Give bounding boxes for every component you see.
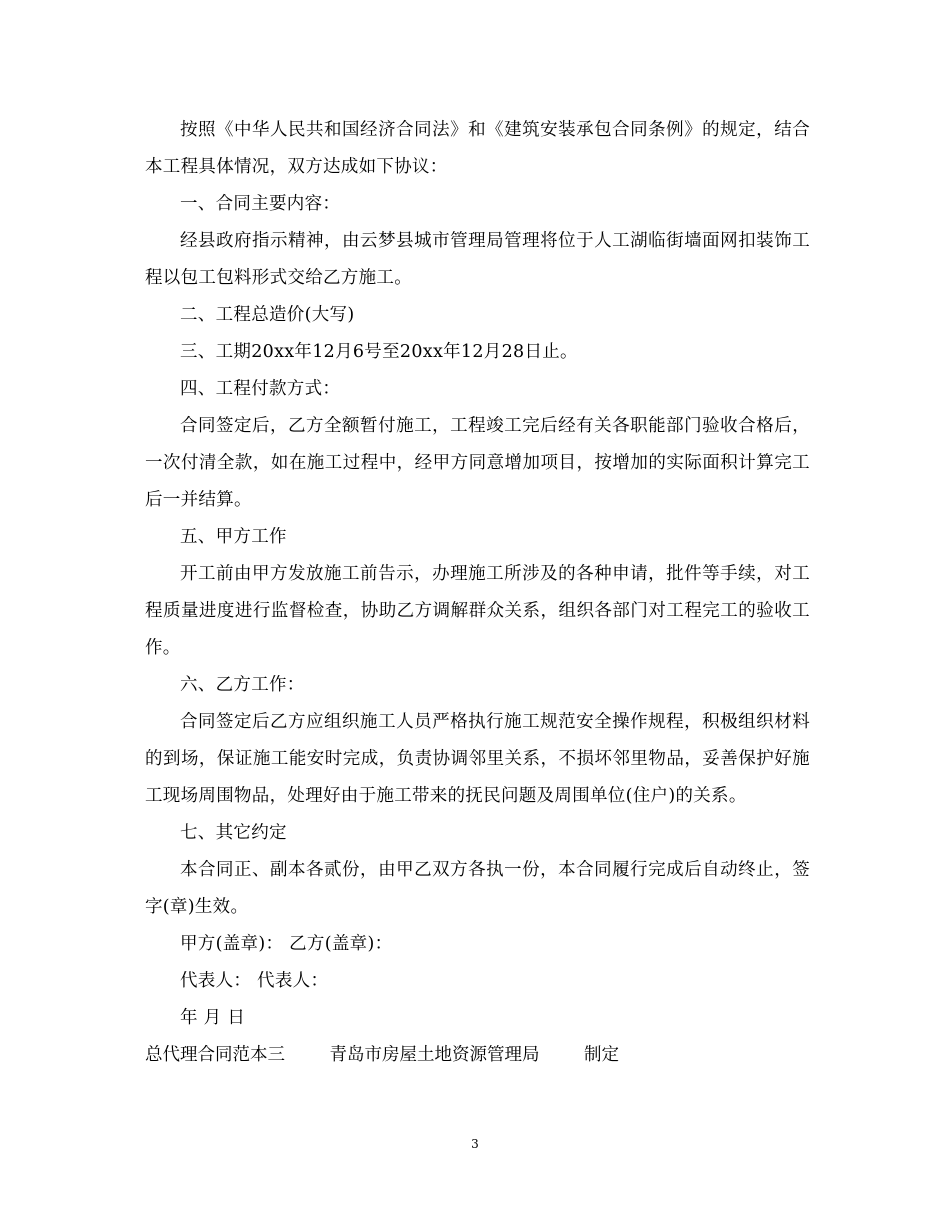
representative-line: 代表人： 代表人： xyxy=(180,971,329,991)
document-body xyxy=(145,112,810,1074)
section-4-body: 合同签定后，乙方全额暂付施工，工程竣工完后经有关各职能部门验收合格后，一次付清全款，如在施工过程中，经甲方同意增加项目，按增加的实际面积计算完工后一并结算。 xyxy=(145,416,810,510)
section-7-body: 本合同正、副本各贰份，由甲乙双方各执一份，本合同履行完成后自动终止，签字(章)生效。 xyxy=(145,860,810,917)
section-2-heading: 二、工程总造价(大写) xyxy=(180,305,355,325)
section-1-heading: 一、合同主要内容： xyxy=(180,194,341,214)
section-3-heading: 三、工期20xx年12月6号至20xx年12月28日止。 xyxy=(180,342,578,362)
section-6-heading: 六、乙方工作： xyxy=(180,675,305,695)
party-seal-line: 甲方(盖章)： 乙方(盖章)： xyxy=(180,934,393,954)
section-1-body: 经县政府指示精神，由云梦县城市管理局管理将位于人工湖临街墙面网扣装饰工程以包工包料形式交给乙方施工。 xyxy=(145,231,810,288)
section-4-heading: 四、工程付款方式： xyxy=(180,379,341,399)
preamble-paragraph: 按照《中华人民共和国经济合同法》和《建筑安装承包合同条例》的规定，结合本工程具体情况，双方达成如下协议： xyxy=(145,120,810,177)
page-number: 3 xyxy=(471,1137,479,1151)
date-line: 年 月 日 xyxy=(180,1008,246,1028)
section-5-heading: 五、甲方工作 xyxy=(180,527,287,547)
section-5-body: 开工前由甲方发放施工前告示，办理施工所涉及的各种申请，批件等手续，对工程质量进度进行监督检查，协助乙方调解群众关系，组织各部门对工程完工的验收工作。 xyxy=(145,564,810,658)
section-7-heading: 七、其它约定 xyxy=(180,823,287,843)
section-6-body: 合同签定后乙方应组织施工人员严格执行施工规范安全操作规程，积极组织材料的到场，保证施工能安时完成，负责协调邻里关系，不损坏邻里物品，妥善保护好施工现场周围物品，处理好由于施工带来的抚民问题及周围单位(住户)的关系。 xyxy=(145,712,810,806)
template-source-line: 总代理合同范本三 青岛市房屋土地资源管理局 制定 xyxy=(145,1045,620,1065)
